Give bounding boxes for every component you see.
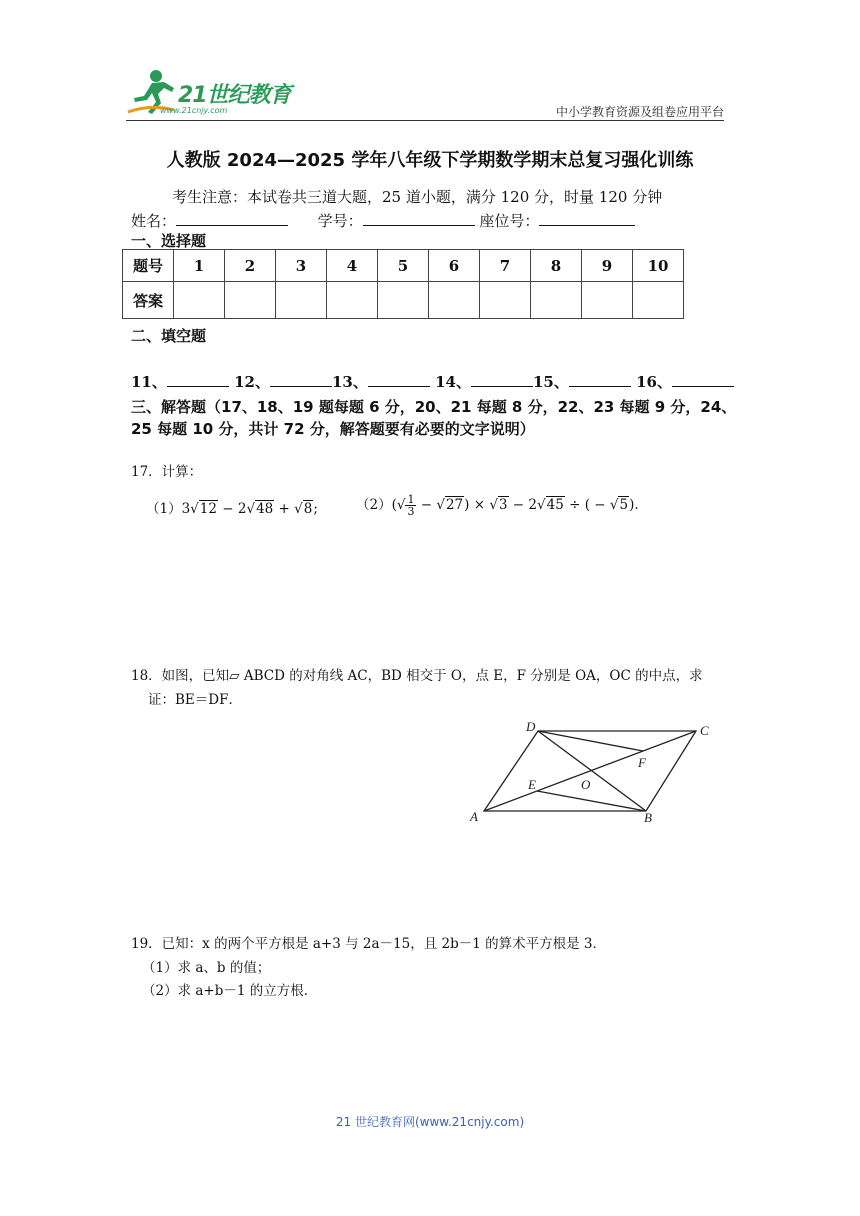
seat-blank[interactable] [539,211,635,226]
name-label: 姓名： [131,212,177,230]
fill-label: 12、 [234,373,270,391]
section-choice-heading: 一、选择题 [131,232,207,250]
answer-cell[interactable] [378,282,429,319]
fill-blank[interactable] [368,374,430,387]
q17-part1-label: （1） [146,501,182,517]
question-number: 2 [225,250,276,282]
logo-text: 21世纪教育 [178,83,291,108]
section-fill-heading: 二、填空题 [131,327,207,345]
question-number: 6 [429,250,480,282]
page-title: 人教版 2024—2025 学年八年级下学期数学期末总复习强化训练 [166,150,694,171]
question-number: 9 [582,250,633,282]
q19-part1: （1）求 a、b 的值； [142,960,271,976]
q17-expr1: 3√12 − 2√48 + √8; [181,501,318,517]
answer-cell[interactable] [480,282,531,319]
platform-tagline: 中小学教育资源及组卷应用平台 [555,105,724,119]
answer-cell[interactable] [582,282,633,319]
segment-df [538,731,643,751]
label-d: D [526,719,536,734]
fill-blank[interactable] [569,374,631,387]
fill-blanks-row [131,371,734,392]
fill-label: 13、 [331,373,368,391]
row-label-number: 题号 [123,250,174,282]
question-number: 8 [531,250,582,282]
q18-line1: 18．如图，已知▱ ABCD 的对角线 AC，BD 相交于 O，点 E，F 分别是 OA，OC 的中点，求 [131,668,703,684]
answer-cell[interactable] [174,282,225,319]
question-number: 4 [327,250,378,282]
fill-label: 16、 [636,373,672,391]
seat-label: 座位号： [479,212,540,230]
question-number: 1 [174,250,225,282]
label-a: A [470,809,478,824]
header-divider [126,120,724,121]
label-e: E [528,777,536,792]
table-row [123,250,684,282]
answer-cell[interactable] [276,282,327,319]
label-b: B [644,810,652,825]
q17-part2-label: （2） [356,497,392,513]
q19-stem: 19．已知：x 的两个平方根是 a+3 与 2a－15，且 2b－1 的算术平方根是 3． [131,936,607,952]
answer-cell[interactable] [327,282,378,319]
fill-blank[interactable] [167,374,229,387]
q17-stem: 17．计算： [131,464,203,480]
fill-blank[interactable] [672,374,734,387]
table-row [123,282,684,319]
exam-notice: 考生注意：本试卷共三道大题，25 道小题，满分 120 分，时量 120 分钟 [172,188,663,206]
answer-cell[interactable] [429,282,480,319]
diagonal-bd [538,731,646,811]
question-number: 10 [633,250,684,282]
diagonal-ac [484,731,696,811]
fill-label: 14、 [435,373,471,391]
name-blank[interactable] [176,211,288,226]
segment-be [537,791,646,811]
answer-cell[interactable] [531,282,582,319]
label-f: F [638,755,646,770]
section-answer-heading: 三、解答题（17、18、19 题每题 6 分，20、21 每题 8 分，22、23 每题 9 分，24、25 每题 10 分，共计 72 分，解答题要有必要的文字说明） [131,398,737,438]
fill-blank[interactable] [471,374,533,387]
fill-blank[interactable] [270,374,332,387]
q18-line2: 证：BE＝DF． [148,692,242,708]
question-number: 5 [378,250,429,282]
q19-part2: （2）求 a+b－1 的立方根． [142,983,318,999]
q17-part2 [356,493,639,517]
student-info [131,210,635,231]
parallelogram-diagram [466,718,716,828]
id-blank[interactable] [363,211,475,226]
q17-expr2: (√ $\frac{1}{3}$ − √27) × √3 − 2√45 ÷ ( − √5). [391,493,639,518]
label-o: O [581,777,591,792]
answer-table [122,249,684,319]
question-number: 7 [480,250,531,282]
label-c: C [700,723,709,738]
id-label: 学号： [317,212,363,230]
fill-label: 15、 [532,373,569,391]
answer-cell[interactable] [633,282,684,319]
footer-source[interactable]: 21 世纪教育网(www.21cnjy.com) [335,1115,525,1129]
logo-url: www.21cnjy.com [160,106,228,115]
question-number: 3 [276,250,327,282]
answer-cell[interactable] [225,282,276,319]
row-label-answer: 答案 [123,282,174,319]
fill-label: 11、 [131,373,167,391]
q17-part1 [146,497,318,517]
